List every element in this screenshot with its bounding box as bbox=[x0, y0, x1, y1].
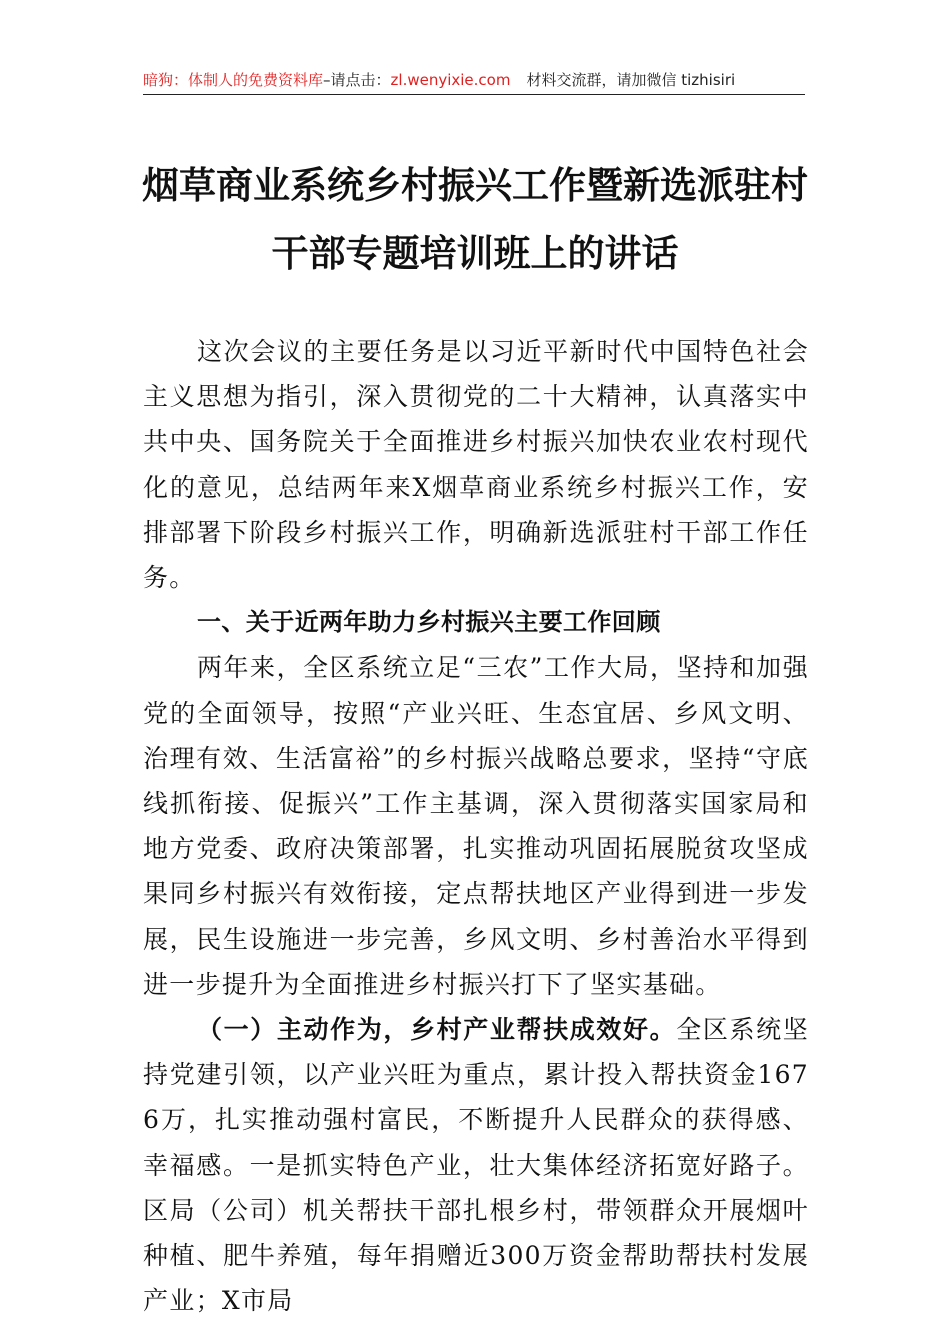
intro-paragraph: 这次会议的主要任务是以习近平新时代中国特色社会主义思想为指引，深入贯彻党的二十大精神，认真落实中共中央、国务院关于全面推进乡村振兴加快农业农村现代化的意见，总结两年来X烟草商业系统乡村振兴工作，安排部署下阶段乡村振兴工作，明确新选派驻村干部工作任务。 bbox=[143, 337, 809, 593]
site-link[interactable]: zl.wenyixie.com bbox=[390, 71, 511, 89]
section-heading-1: 一、关于近两年助力乡村振兴主要工作回顾 bbox=[197, 608, 661, 637]
source-label: 暗狗：体制人的免费资料库 bbox=[143, 71, 324, 89]
subsection-1-paragraph bbox=[143, 1007, 809, 1323]
click-prompt: –请点击： bbox=[323, 71, 391, 89]
subsection-1-lead: （一）主动作为，乡村产业帮扶成效好。 bbox=[197, 1015, 677, 1045]
page-header bbox=[143, 66, 805, 95]
document-title-line-1: 烟草商业系统乡村振兴工作暨新选派驻村 bbox=[142, 163, 808, 207]
document-title-line-2: 干部专题培训班上的讲话 bbox=[271, 231, 679, 275]
subsection-1-text: 全区系统坚持党建引领，以产业兴旺为重点，累计投入帮扶资金1676万，扎实推动强村富民，不断提升人民群众的获得感、幸福感。一是抓实特色产业，壮大集体经济拓宽好路子。区局（公司）机关帮扶干部扎根乡村，带领群众开展烟叶种植、肥牛养殖，每年捐赠近300万资金帮助帮扶村发展产业；X市局 bbox=[143, 1015, 809, 1316]
section-1-paragraph: 两年来，全区系统立足“三农”工作大局，坚持和加强党的全面领导，按照“产业兴旺、生态宜居、乡风文明、治理有效、生活富裕”的乡村振兴战略总要求，坚持“守底线抓衔接、促振兴”工作主基调，深入贯彻落实国家局和地方党委、政府决策部署，扎实推动巩固拓展脱贫攻坚成果同乡村振兴有效衔接，定点帮扶地区产业得到进一步发展，民生设施进一步完善，乡风文明、乡村善治水平得到进一步提升为全面推进乡村振兴打下了坚实基础。 bbox=[143, 653, 809, 999]
document-body bbox=[143, 329, 809, 1323]
contact-text: 材料交流群，请加微信 tizhisiri bbox=[526, 71, 736, 89]
